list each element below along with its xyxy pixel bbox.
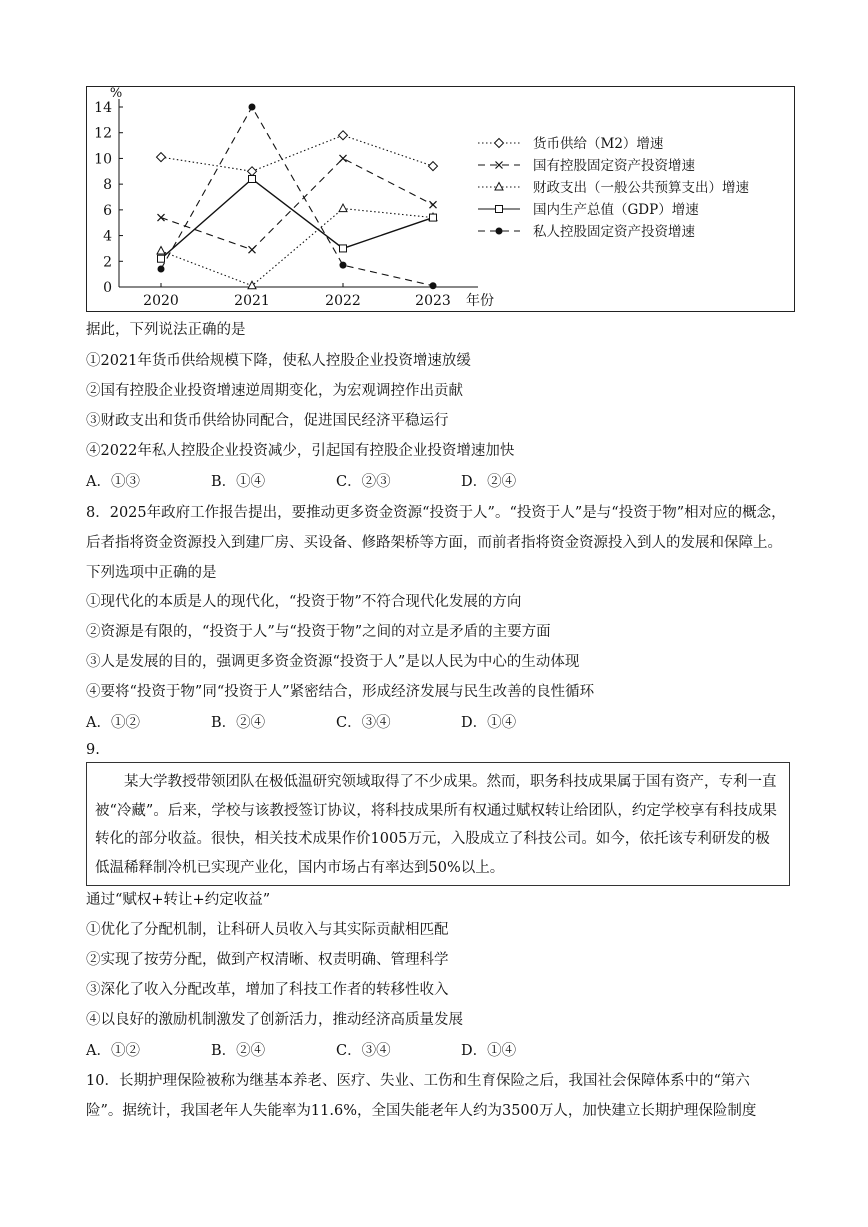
- q7-option-d[interactable]: D．②④: [461, 474, 517, 490]
- q9-statement-4: ④以良好的激励机制激发了创新活力，推动经济高质量发展: [86, 1012, 463, 1028]
- q8-statement-3: ③人是发展的目的，强调更多资金资源“投资于人”是以人民为中心的生动体现: [86, 654, 580, 670]
- series-2-point: [340, 155, 347, 162]
- series-3-point: [157, 247, 165, 255]
- q9-intro: 通过“赋权+转让+约定收益”: [86, 892, 271, 908]
- series-4-point: [340, 245, 347, 252]
- y-tick-label: 12: [94, 125, 112, 142]
- q8-option-b[interactable]: B．②④: [211, 715, 266, 731]
- series-3-point: [248, 281, 256, 289]
- q9-material: 某大学教授带领团队在极低温研究领域取得了不少成果。然而，职务科技成果属于国有资产，专利一直被“冷藏”。后来，学校与该教授签订协议，将科技成果所有权通过赋权转让给团队，约定学校享有科技成果转化的部分收益。很快，相关技术成果作价1005万元，入股成立了科技公司。如今，依托该专利研发的极低温稀释制冷机已实现产业化，国内市场占有率达到50%以上。: [95, 774, 777, 876]
- y-tick-label: 10: [94, 151, 112, 168]
- series-5-point: [430, 282, 437, 289]
- series-line-4: [161, 179, 433, 259]
- legend-label-1: 货币供给（M2）增速: [533, 136, 664, 152]
- series-2-point: [430, 201, 437, 208]
- series-line-3: [161, 209, 433, 286]
- series-1-point: [248, 167, 257, 176]
- q9-option-c[interactable]: C．③④: [336, 1043, 391, 1059]
- q8-option-c[interactable]: C．③④: [336, 715, 391, 731]
- y-tick-label: 8: [103, 177, 112, 194]
- y-tick-label: 0: [103, 280, 112, 296]
- x-axis-label: 年份: [466, 293, 494, 309]
- series-4-point: [430, 214, 437, 221]
- q9-option-b[interactable]: B．②④: [211, 1043, 266, 1059]
- y-axis-label: %: [109, 86, 123, 101]
- legend-label-3: 财政支出（一般公共预算支出）增速: [533, 180, 749, 196]
- legend-label-2: 国有控股固定资产投资增速: [533, 158, 695, 174]
- q9-options: [86, 1041, 516, 1061]
- legend-marker-4: [496, 206, 503, 213]
- y-tick-label: 2: [103, 254, 112, 271]
- x-tick-label: 2023: [415, 293, 451, 309]
- series-2-point: [249, 246, 256, 253]
- x-tick-label: 2020: [143, 293, 179, 309]
- q7-statement-4: ④2022年私人控股企业投资减少，引起国有控股企业投资增速加快: [86, 443, 515, 459]
- series-1-point: [429, 162, 438, 171]
- q9-option-d[interactable]: D．①④: [461, 1043, 517, 1059]
- q8-options: [86, 713, 516, 733]
- q8-statement-4: ④要将“投资于物”同“投资于人”紧密结合，形成经济发展与民生改善的良性循环: [86, 684, 595, 700]
- series-1-point: [339, 131, 348, 140]
- series-5-point: [249, 104, 256, 111]
- series-1-point: [157, 153, 166, 162]
- q9-option-a[interactable]: A．①②: [86, 1043, 140, 1059]
- line-chart: [0, 0, 868, 320]
- q7-options: [86, 472, 516, 492]
- y-tick-label: 4: [103, 228, 112, 245]
- q9-statement-3: ③深化了收入分配改革，增加了科技工作者的转移性收入: [86, 982, 449, 998]
- series-4-point: [249, 176, 256, 183]
- legend-marker-1: [495, 139, 504, 148]
- q8-stem: 8．2025年政府工作报告提出，要推动更多资金资源“投资于人”。“投资于人”是与“投资于物”相对应的概念，后者指将资金资源投入到建厂房、买设备、修路架桥等方面，而前者指将资金资源投入到人的发展和保障上。下列选项中正确的是: [86, 505, 786, 581]
- series-5-point: [340, 262, 347, 269]
- q9-statement-1: ①优化了分配机制，让科研人员收入与其实际贡献相匹配: [86, 922, 449, 938]
- y-tick-label: 14: [94, 100, 112, 116]
- q9-statement-2: ②实现了按劳分配，做到产权清晰、权责明确、管理科学: [86, 952, 449, 968]
- q8-statement-2: ②资源是有限的，“投资于人”与“投资于物”之间的对立是矛盾的主要方面: [86, 624, 551, 640]
- q8-statement-1: ①现代化的本质是人的现代化，“投资于物”不符合现代化发展的方向: [86, 594, 522, 610]
- q7-intro: 据此，下列说法正确的是: [86, 322, 246, 338]
- q7-option-a[interactable]: A．①③: [86, 474, 140, 490]
- q7-statement-3: ③财政支出和货币供给协同配合，促进国民经济平稳运行: [86, 413, 449, 429]
- x-tick-label: 2021: [234, 293, 270, 309]
- q8-option-a[interactable]: A．①②: [86, 715, 140, 731]
- q8-option-d[interactable]: D．①④: [461, 715, 517, 731]
- series-line-1: [161, 135, 433, 171]
- series-line-5: [161, 107, 433, 286]
- legend-label-4: 国内生产总值（GDP）增速: [533, 202, 699, 218]
- legend-label-5: 私人控股固定资产投资增速: [533, 224, 695, 240]
- series-2-point: [158, 214, 165, 221]
- q9-material-box: [86, 762, 790, 886]
- series-3-point: [339, 204, 347, 212]
- q7-option-b[interactable]: B．①④: [211, 474, 266, 490]
- q7-statement-1: ①2021年货币供给规模下降，使私人控股企业投资增速放缓: [86, 353, 471, 369]
- series-4-point: [158, 255, 165, 262]
- series-5-point: [158, 266, 165, 273]
- legend-marker-5: [496, 228, 503, 235]
- q10-stem: 10．长期护理保险被称为继基本养老、医疗、失业、工伤和生育保险之后，我国社会保障体系中的“第六险”。据统计，我国老年人失能率为11.6%，全国失能老年人约为3500万人，加快建立长期护理保险制度: [86, 1073, 757, 1119]
- y-tick-label: 6: [103, 202, 112, 219]
- q7-option-c[interactable]: C．②③: [336, 474, 391, 490]
- q9-number: 9.: [86, 742, 100, 758]
- series-line-2: [161, 158, 433, 249]
- x-tick-label: 2022: [325, 293, 361, 309]
- legend-marker-3: [495, 183, 503, 191]
- q7-statement-2: ②国有控股企业投资增速逆周期变化，为宏观调控作出贡献: [86, 383, 463, 399]
